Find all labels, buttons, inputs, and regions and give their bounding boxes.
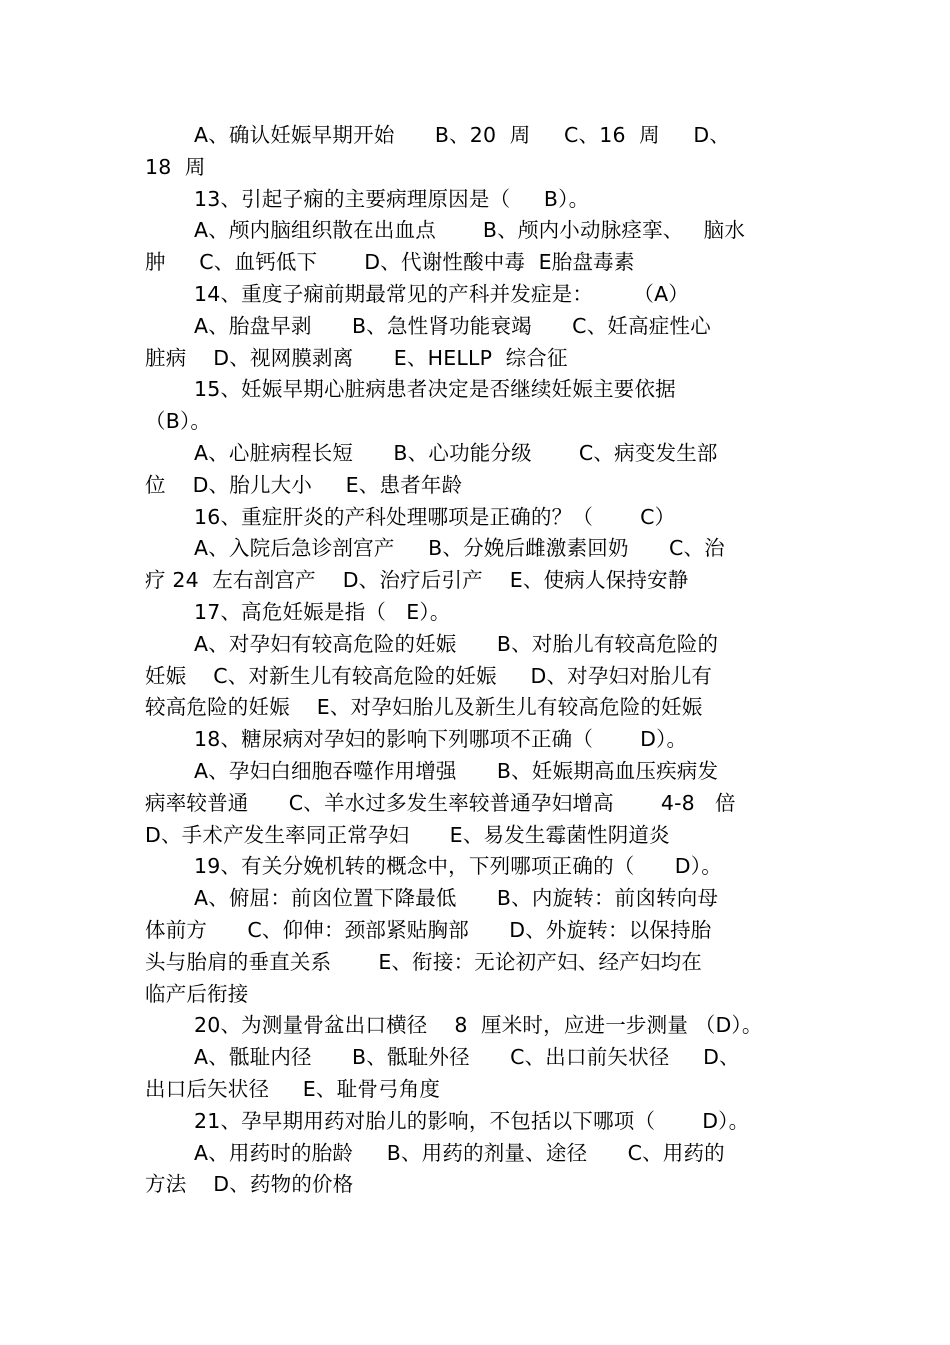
question-17-options-cont-1: 妊娠 C、对新生儿有较高危险的妊娠 D、对孕妇对胎儿有 — [145, 663, 713, 688]
question-18-options-cont-2: D、手术产发生率同正常孕妇 E、易发生霉菌性阴道炎 — [145, 822, 670, 847]
question-19-options-cont-2: 头与胎肩的垂直关系 E、衔接：无论初产妇、经产妇均在 — [145, 949, 702, 974]
question-15-cont: （B）。 — [145, 409, 212, 434]
question-21: 21、孕早期用药对胎儿的影响，不包括以下哪项（ D）。 — [194, 1108, 750, 1133]
question-18-options: A、孕妇白细胞吞噬作用增强 B、妊娠期高血压疾病发 — [194, 758, 719, 783]
question-15-options-cont: 位 D、胎儿大小 E、患者年龄 — [145, 472, 463, 497]
question-21-options-cont: 方法 D、药物的价格 — [145, 1172, 354, 1197]
text-line-1: A、确认妊娠早期开始 B、20 周 C、16 周 D、 — [194, 123, 731, 147]
question-20-options-cont: 出口后矢状径 E、耻骨弓角度 — [145, 1076, 441, 1101]
question-19-options-cont-3: 临产后衔接 — [145, 981, 249, 1006]
question-19-options: A、俯屈：前囟位置下降最低 B、内旋转：前囟转向母 — [194, 886, 719, 911]
question-14-options-cont: 脏病 D、视网膜剥离 E、HELLP 综合征 — [145, 345, 568, 370]
question-17-options-cont-2: 较高危险的妊娠 E、对孕妇胎儿及新生儿有较高危险的妊娠 — [145, 695, 703, 720]
question-15: 15、妊娠早期心脏病患者决定是否继续妊娠主要依据 — [194, 377, 676, 402]
question-16-options: A、入院后急诊剖宫产 B、分娩后雌激素回奶 C、治 — [194, 536, 725, 561]
question-19-options-cont-1: 体前方 C、仰伸：颈部紧贴胸部 D、外旋转：以保持胎 — [145, 917, 712, 942]
question-17: 17、高危妊娠是指（ E）。 — [194, 599, 451, 624]
question-16: 16、重症肝炎的产科处理哪项是正确的？（ C） — [194, 504, 676, 529]
question-13-options: A、颅内脑组织散在出血点 B、颅内小动脉痉挛、 脑水 — [194, 218, 746, 243]
question-16-options-cont: 疗 24 左右剖宫产 D、治疗后引产 E、使病人保持安静 — [145, 568, 689, 593]
question-20-options: A、骶耻内径 B、骶耻外径 C、出口前矢状径 D、 — [194, 1045, 740, 1070]
question-13-options-cont: 肿 C、血钙低下 D、代谢性酸中毒 E胎盘毒素 — [145, 250, 635, 275]
question-19: 19、有关分娩机转的概念中，下列哪项正确的（ D）。 — [194, 854, 722, 879]
document-text — [145, 120, 815, 1201]
question-15-options: A、心脏病程长短 B、心功能分级 C、病变发生部 — [194, 440, 718, 465]
question-14-options: A、胎盘早剥 B、急性肾功能衰竭 C、妊高症性心 — [194, 313, 711, 338]
text-line-2: 18 周 — [145, 154, 206, 179]
question-18: 18、糖尿病对孕妇的影响下列哪项不正确（ D）。 — [194, 727, 688, 752]
question-14: 14、重度子痫前期最常见的产科并发症是： （A） — [194, 281, 690, 306]
question-13: 13、引起子痫的主要病理原因是（ B）。 — [194, 186, 590, 211]
question-18-options-cont-1: 病率较普通 C、羊水过多发生率较普通孕妇增高 4-8 倍 — [145, 790, 736, 815]
question-20: 20、为测量骨盆出口横径 8 厘米时，应进一步测量 （D）。 — [194, 1013, 763, 1038]
question-21-options: A、用药时的胎龄 B、用药的剂量、途径 C、用药的 — [194, 1140, 725, 1165]
question-17-options: A、对孕妇有较高危险的妊娠 B、对胎儿有较高危险的 — [194, 631, 719, 656]
